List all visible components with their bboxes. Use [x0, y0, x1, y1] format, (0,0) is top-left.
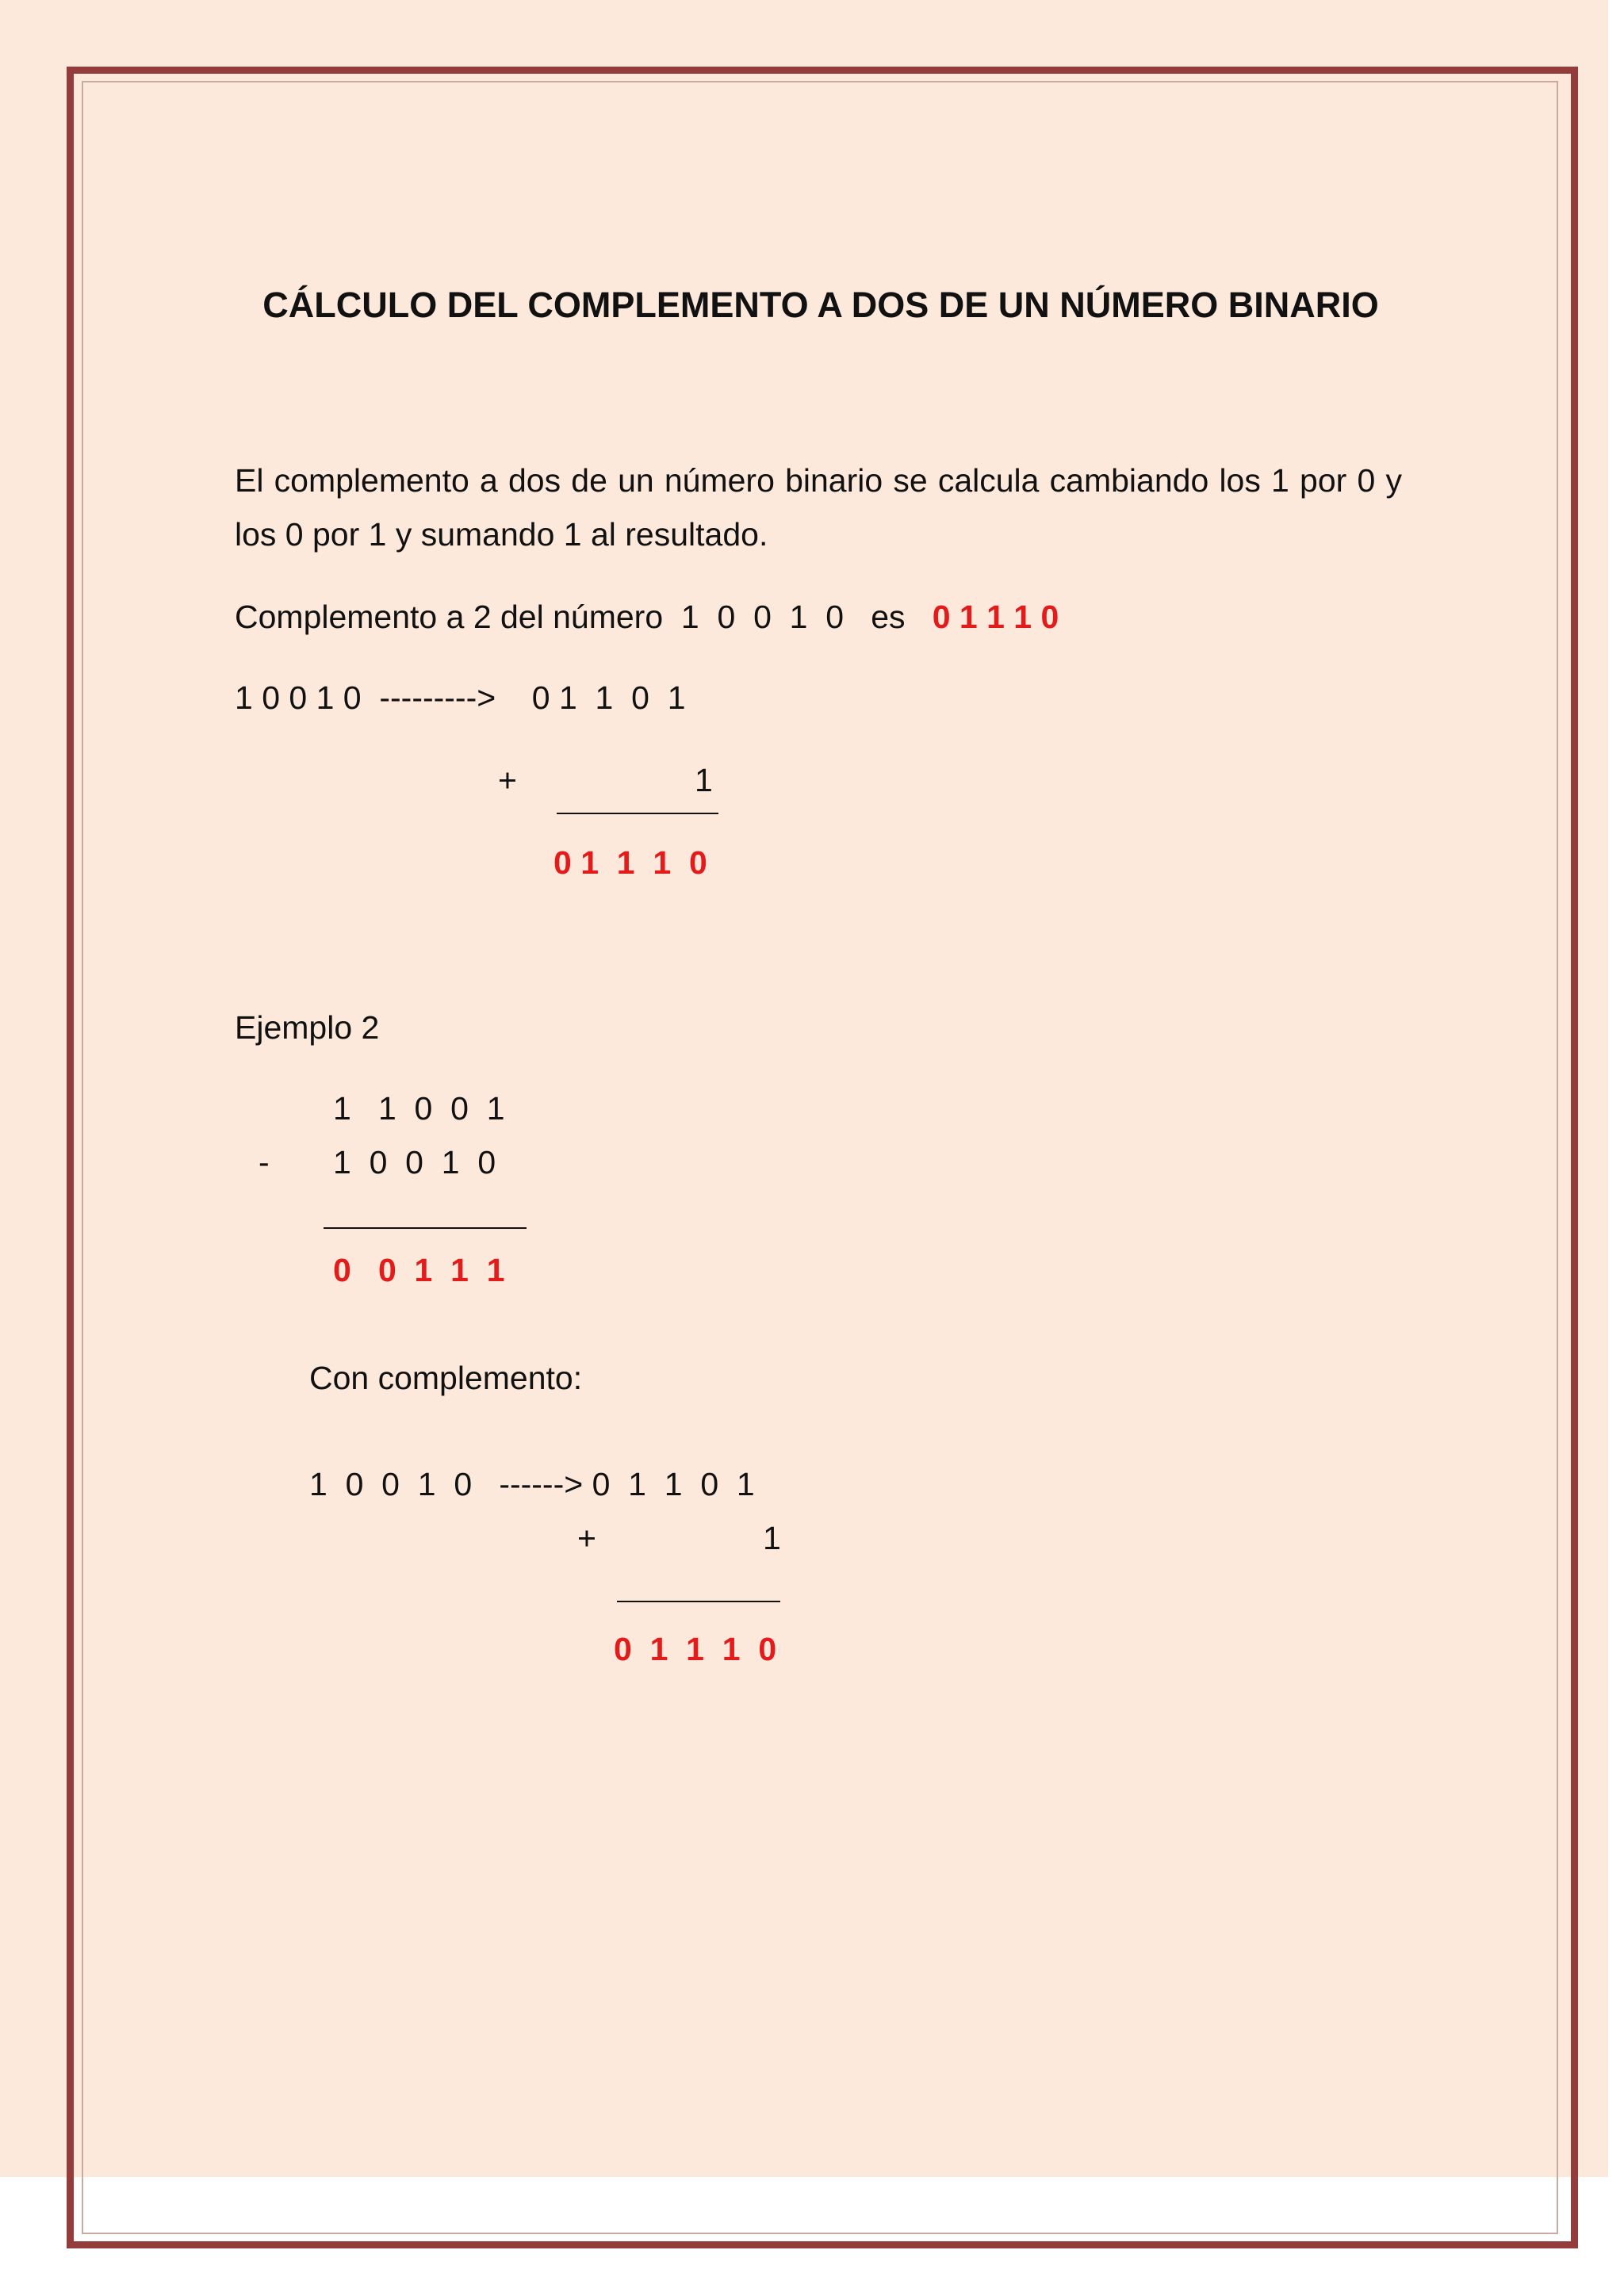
example2-inversion-line: 1 0 0 1 0 ------> 0 1 1 0 1: [309, 1466, 755, 1502]
example1-addend: 1: [695, 762, 713, 798]
example1-plus-sign: +: [498, 762, 517, 798]
example2-minuend: 1 1 0 0 1: [333, 1090, 505, 1127]
example2-result: 0 0 1 1 1: [333, 1252, 505, 1288]
document-title: CÁLCULO DEL COMPLEMENTO A DOS DE UN NÚMERO BINARIO: [262, 285, 1379, 325]
example2-addend: 1: [763, 1520, 781, 1556]
statement-line: [235, 590, 1059, 644]
example2-minus-sign: -: [259, 1144, 270, 1181]
example2-heading: Ejemplo 2: [235, 1009, 380, 1046]
example2-subtrahend: 1 0 0 1 0: [333, 1144, 496, 1181]
example2-plus-sign: +: [577, 1520, 596, 1556]
intro-paragraph: El complemento a dos de un número binario se calcula cambiando los 1 por 0 y los 0 por 1 y sumando 1 al resultado.: [235, 462, 1402, 553]
example2-result2: 0 1 1 1 0: [614, 1631, 777, 1667]
example1-sum-rule: [557, 813, 718, 814]
example2-complement-heading: Con complemento:: [309, 1360, 583, 1396]
example1-inversion-line: 1 0 0 1 0 ---------> 0 1 1 0 1: [235, 679, 686, 716]
example1-result: 0 1 1 1 0: [553, 844, 707, 881]
statement-result: 0 1 1 1 0: [932, 599, 1059, 635]
example2-sum-rule: [617, 1601, 780, 1602]
example2-difference-rule: [324, 1227, 527, 1229]
statement-text: Complemento a 2 del número 1 0 0 1 0 es: [235, 599, 906, 635]
